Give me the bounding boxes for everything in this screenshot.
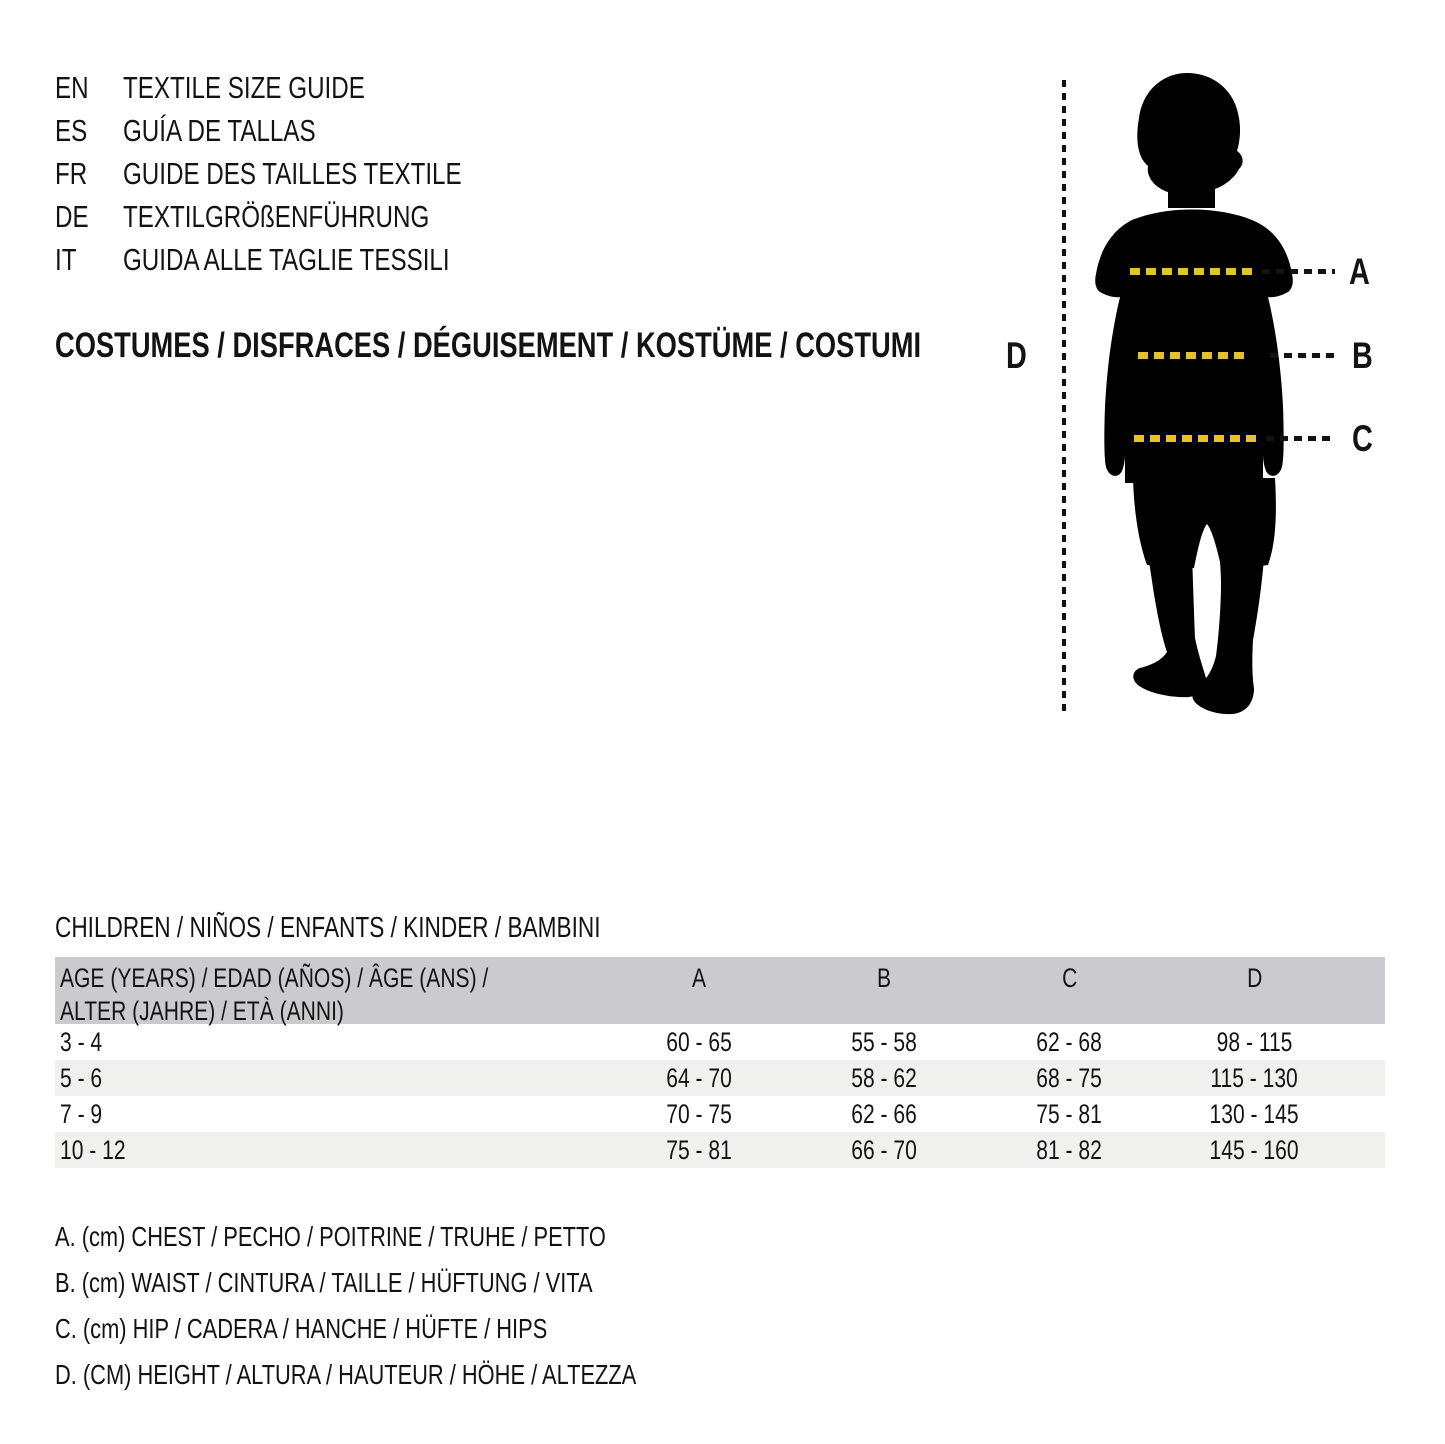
waist-measure-line — [1138, 352, 1250, 359]
table-row — [55, 1060, 1385, 1096]
chest-measure-line — [1130, 268, 1258, 275]
legend-line-height: D. (CM) HEIGHT / ALTURA / HAUTEUR / HÖHE / ALTEZZA — [55, 1359, 637, 1390]
value-cell: 130 - 145 — [1210, 1098, 1299, 1129]
height-measure-line — [1062, 80, 1066, 714]
table-row — [55, 1132, 1385, 1168]
language-title: GUÍA DE TALLAS — [123, 112, 316, 148]
value-cell: 58 - 62 — [851, 1062, 918, 1093]
hip-measure-line — [1134, 435, 1258, 442]
value-cell: 62 - 66 — [851, 1098, 918, 1129]
age-cell: 7 - 9 — [60, 1098, 103, 1129]
language-title-list — [55, 66, 557, 281]
legend-line-waist: B. (cm) WAIST / CINTURA / TAILLE / HÜFTUNG / VITA — [55, 1267, 593, 1298]
table-header-row — [55, 957, 1385, 1024]
language-title: GUIDA ALLE TAGLIE TESSILI — [123, 241, 450, 277]
child-silhouette-icon — [1086, 68, 1298, 720]
figure-label-hip: C — [1351, 418, 1373, 459]
chest-connector-line — [1262, 269, 1335, 274]
value-cell: 55 - 58 — [851, 1026, 918, 1057]
language-title: TEXTILGRÖßENFÜHRUNG — [123, 198, 430, 234]
waist-connector-line — [1270, 353, 1335, 358]
legend-line-chest: A. (cm) CHEST / PECHO / POITRINE / TRUHE / PETTO — [55, 1221, 606, 1252]
language-code: ES — [55, 112, 88, 148]
value-cell: 62 - 68 — [1036, 1026, 1103, 1057]
figure-label-height: D — [1005, 335, 1027, 376]
language-row-de — [55, 195, 557, 238]
value-cell: 68 - 75 — [1036, 1062, 1103, 1093]
figure-label-chest: A — [1348, 251, 1370, 292]
language-code: FR — [55, 155, 88, 191]
measurement-legend — [55, 1214, 800, 1398]
column-header-c: C — [1061, 963, 1078, 993]
language-code: DE — [55, 198, 89, 234]
category-heading: COSTUMES / DISFRACES / DÉGUISEMENT / KOSTÜME / COSTUMI — [55, 326, 922, 365]
value-cell: 75 - 81 — [1036, 1098, 1103, 1129]
age-cell: 5 - 6 — [60, 1062, 103, 1093]
column-header-a: A — [692, 963, 707, 993]
column-header-d: D — [1246, 963, 1263, 993]
value-cell: 115 - 130 — [1210, 1062, 1299, 1093]
value-cell: 81 - 82 — [1036, 1134, 1103, 1165]
value-cell: 60 - 65 — [666, 1026, 733, 1057]
table-section-title: CHILDREN / NIÑOS / ENFANTS / KINDER / BAMBINI — [55, 912, 601, 944]
hip-connector-line — [1266, 436, 1335, 441]
value-cell: 64 - 70 — [666, 1062, 733, 1093]
language-row-fr — [55, 152, 557, 195]
age-column-header: AGE (YEARS) / EDAD (AÑOS) / ÂGE (ANS) / ALTER (JAHRE) / ETÀ (ANNI) — [60, 963, 489, 1026]
size-table — [55, 957, 1385, 1168]
value-cell: 70 - 75 — [666, 1098, 733, 1129]
value-cell: 66 - 70 — [851, 1134, 918, 1165]
language-title: GUIDE DES TAILLES TEXTILE — [123, 155, 462, 191]
figure-label-waist: B — [1351, 335, 1373, 376]
age-cell: 3 - 4 — [60, 1026, 103, 1057]
column-header-b: B — [877, 963, 892, 993]
language-row-it — [55, 238, 557, 281]
age-cell: 10 - 12 — [60, 1134, 126, 1165]
language-code: EN — [55, 69, 89, 105]
value-cell: 145 - 160 — [1210, 1134, 1299, 1165]
language-row-en — [55, 66, 557, 109]
value-cell: 75 - 81 — [666, 1134, 733, 1165]
language-title: TEXTILE SIZE GUIDE — [123, 69, 365, 105]
language-code: IT — [55, 241, 77, 277]
table-row — [55, 1024, 1385, 1060]
legend-line-hip: C. (cm) HIP / CADERA / HANCHE / HÜFTE / HIPS — [55, 1313, 548, 1344]
value-cell: 98 - 115 — [1216, 1026, 1293, 1057]
table-row — [55, 1096, 1385, 1132]
language-row-es — [55, 109, 557, 152]
